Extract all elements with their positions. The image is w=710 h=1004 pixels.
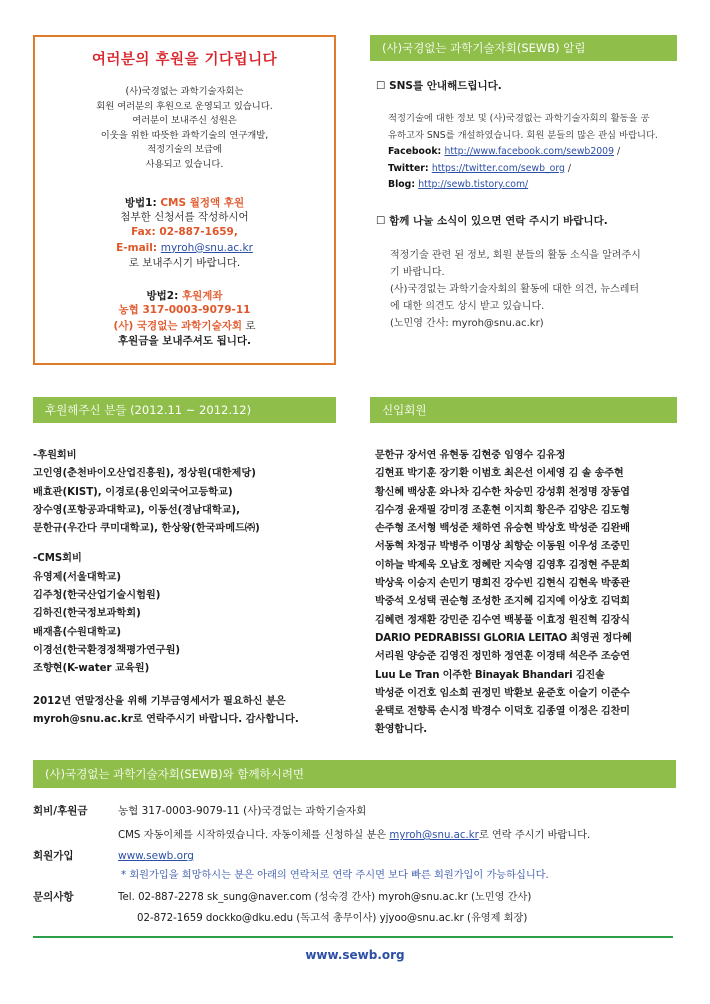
sponsors-list: [33, 447, 353, 729]
sns-title: ☐ SNS를 안내해드립니다.: [376, 80, 502, 92]
sponsor-line: 배재흠(수원대학교): [33, 626, 122, 638]
member-line: 문한규 장서연 유현동 김현중 임영수 김유정: [375, 450, 566, 461]
contact-row-2: 02-872-1659 dockko@dku.edu (독고석 총무이사) yjyoo@snu.ac.kr (유영제 회장): [137, 913, 528, 924]
footer-divider: [33, 936, 673, 938]
sponsors-header: 후원해주신 분들 (2012.11 ~ 2012.12): [33, 397, 336, 423]
donation-box: [33, 35, 336, 365]
sponsor-line: 2012년 연말정산을 위해 기부금영세서가 필요하신 분은: [33, 695, 286, 707]
sns-body: 적정기술에 대한 정보 및 (사)국경없는 과학기술자회의 활동을 공 유하고자 SNS를 개설하였습니다. 회원 분들의 많은 관심 바랍니다. Facebook: http://www.facebook.com/sewb2009 / Twitter: https://twitter.com/sewb_org / Blog: http://sewb.tistory.com/: [388, 113, 658, 190]
share-title: ☐ 함께 나눌 소식이 있으면 연락 주시기 바랍니다.: [376, 215, 608, 227]
method1-line: 첨부한 신청서를 작성하시어: [120, 210, 249, 223]
sponsor-line: -후원회비: [33, 450, 77, 461]
member-line: 박상욱 이승지 손민기 명희진 강수빈 김현식 김현욱 박종관: [375, 578, 630, 590]
footer-url[interactable]: www.sewb.org: [305, 948, 405, 962]
member-line: 황신혜 백상훈 와나차 김수한 차승민 강성휘 천정명 장동엽: [375, 486, 630, 498]
intro-line: 사용되고 있습니다.: [145, 158, 224, 170]
blog-link[interactable]: http://sewb.tistory.com/: [418, 179, 529, 190]
notice-header: (사)국경없는 과학기술자회(SEWB) 알림: [370, 35, 677, 61]
donation-title: 여러분의 후원을 기다립니다: [91, 52, 278, 68]
intro-line: 여러분이 보내주신 성원은: [132, 115, 237, 127]
member-line: 이하늘 박제욱 오남호 정혜란 지숙영 김영후 김정현 주문희: [375, 559, 630, 571]
members-header: 신입회원: [370, 397, 677, 423]
sponsor-line: 문한규(우간다 쿠미대학교), 한상왕(한국파메드㈜): [33, 523, 260, 535]
method2-line: 후원금을 보내주셔도 됩니다.: [117, 335, 251, 348]
share-body: 적정기술 관련 된 정보, 회원 분들의 활동 소식을 알려주시 기 바랍니다. (사)국경없는 과학기술자회의 활동에 대한 의견, 뉴스레터 에 대한 의견도 상시 받고 있습니다. (노민영 간사: myroh@snu.ac.kr): [390, 250, 641, 329]
method1-title: 방법1: CMS 월정액 후원: [124, 196, 245, 209]
member-line: DARIO PEDRABISSI GLORIA LEITAO 최영권 정다혜: [375, 632, 632, 644]
member-line: Luu Le Tran 이주한 Binayak Bhandari 김진솔: [375, 669, 605, 681]
sponsor-line: 장수영(포항공과대학교), 이동선(경남대학교),: [33, 504, 241, 516]
member-line: 김혜련 정재환 강민준 김수연 백봉풀 이효정 원진혁 김장식: [375, 614, 630, 626]
sponsor-line: 배효관(KIST), 이경로(용인외국어고등학교): [33, 486, 233, 498]
members-list: [375, 447, 680, 740]
facebook-link[interactable]: http://www.facebook.com/sewb2009: [444, 146, 614, 157]
sponsor-line: myroh@snu.ac.kr로 연락주시기 바랍니다. 감사합니다.: [33, 713, 299, 725]
intro-line: 이웃을 위한 따뜻한 과학기술의 연구개발,: [100, 129, 269, 141]
method2-holder: (사) 국경없는 과학기술자회 로: [113, 319, 256, 332]
member-line: 서동혁 차정규 박병주 이명상 최향순 이동원 이우성 조중민: [375, 541, 630, 553]
member-line: 박중석 오성택 권순형 조성한 조지혜 김지예 이상호 김덕희: [375, 596, 630, 608]
member-line: 서리원 양승준 김영진 정민하 정연훈 이경태 석은주 조승연: [375, 651, 630, 663]
member-line: 환영합니다.: [375, 724, 427, 736]
sponsor-line: 이경선(한국환경정책평가연구원): [33, 644, 181, 656]
member-note: * 회원가입을 희망하시는 분은 아래의 연락처로 연락 주시면 보다 빠른 회원가입이 가능하십니다.: [121, 870, 549, 881]
sponsor-line: 조향현(K-water 교육원): [33, 663, 150, 675]
method2-account: 농협 317-0003-9079-11: [118, 303, 251, 316]
method1: [35, 195, 334, 272]
member-row: 회원가입 www.sewb.org: [33, 850, 194, 862]
cms-row: CMS 자동이체를 시작하였습니다. 자동이체를 신청하실 분은 myroh@snu.ac.kr로 연락 주시기 바랍니다.: [118, 830, 591, 841]
member-line: 손주형 조서형 백성준 채하연 유승현 박상호 박성준 김완배: [375, 523, 630, 535]
sponsor-line: 김주청(한국산업기술시험원): [33, 590, 161, 602]
method1-line: 로 보내주시기 바랍니다.: [128, 257, 241, 270]
intro-line: 적정기술의 보급에: [147, 144, 222, 156]
donation-intro: [35, 85, 334, 173]
member-line: 김현표 박기훈 장기환 이범호 최은선 이세영 김 솔 송주현: [375, 468, 624, 480]
contact-row: 문의사항 Tel. 02-887-2278 sk_sung@naver.com (성숙경 간사) myroh@snu.ac.kr (노민영 간사): [33, 891, 532, 903]
sponsor-line: -CMS회비: [33, 553, 82, 565]
sponsor-line: 김하진(한국정보과학회): [33, 608, 141, 620]
method1-email-link[interactable]: myroh@snu.ac.kr: [160, 241, 253, 254]
sponsor-line: 고인영(춘천바이오산업진흥원), 정상원(대한제당): [33, 468, 256, 480]
fee-row: 회비/후원금 농협 317-0003-9079-11 (사)국경없는 과학기술자회: [33, 805, 367, 817]
twitter-link[interactable]: https://twitter.com/sewb_org: [431, 162, 565, 174]
method1-email-line: E-mail: myroh@snu.ac.kr: [116, 241, 253, 254]
member-line: 윤택로 전향록 손시정 박경수 이덕호 김종열 이정은 김찬미: [375, 706, 630, 718]
cms-email-link[interactable]: myroh@snu.ac.kr: [389, 830, 479, 841]
method1-fax: Fax: 02-887-1659,: [131, 226, 238, 239]
sponsor-line: 유영제(서울대학교): [33, 571, 122, 583]
method2: [35, 288, 334, 350]
member-line: 박성준 이건호 임소희 권정민 박환보 윤준호 이슬기 이준수: [375, 687, 630, 699]
member-line: 김수경 윤재필 강미경 조훈현 이지희 황은주 김양은 김도형: [375, 504, 630, 516]
member-url-link[interactable]: www.sewb.org: [118, 850, 194, 862]
intro-line: (사)국경없는 과학기술자회는: [125, 86, 244, 97]
join-header: (사)국경없는 과학기술자회(SEWB)와 함께하시려면: [33, 760, 676, 788]
intro-line: 회원 여러분의 후원으로 운영되고 있습니다.: [96, 100, 273, 112]
method2-title: 방법2: 후원계좌: [146, 289, 223, 302]
